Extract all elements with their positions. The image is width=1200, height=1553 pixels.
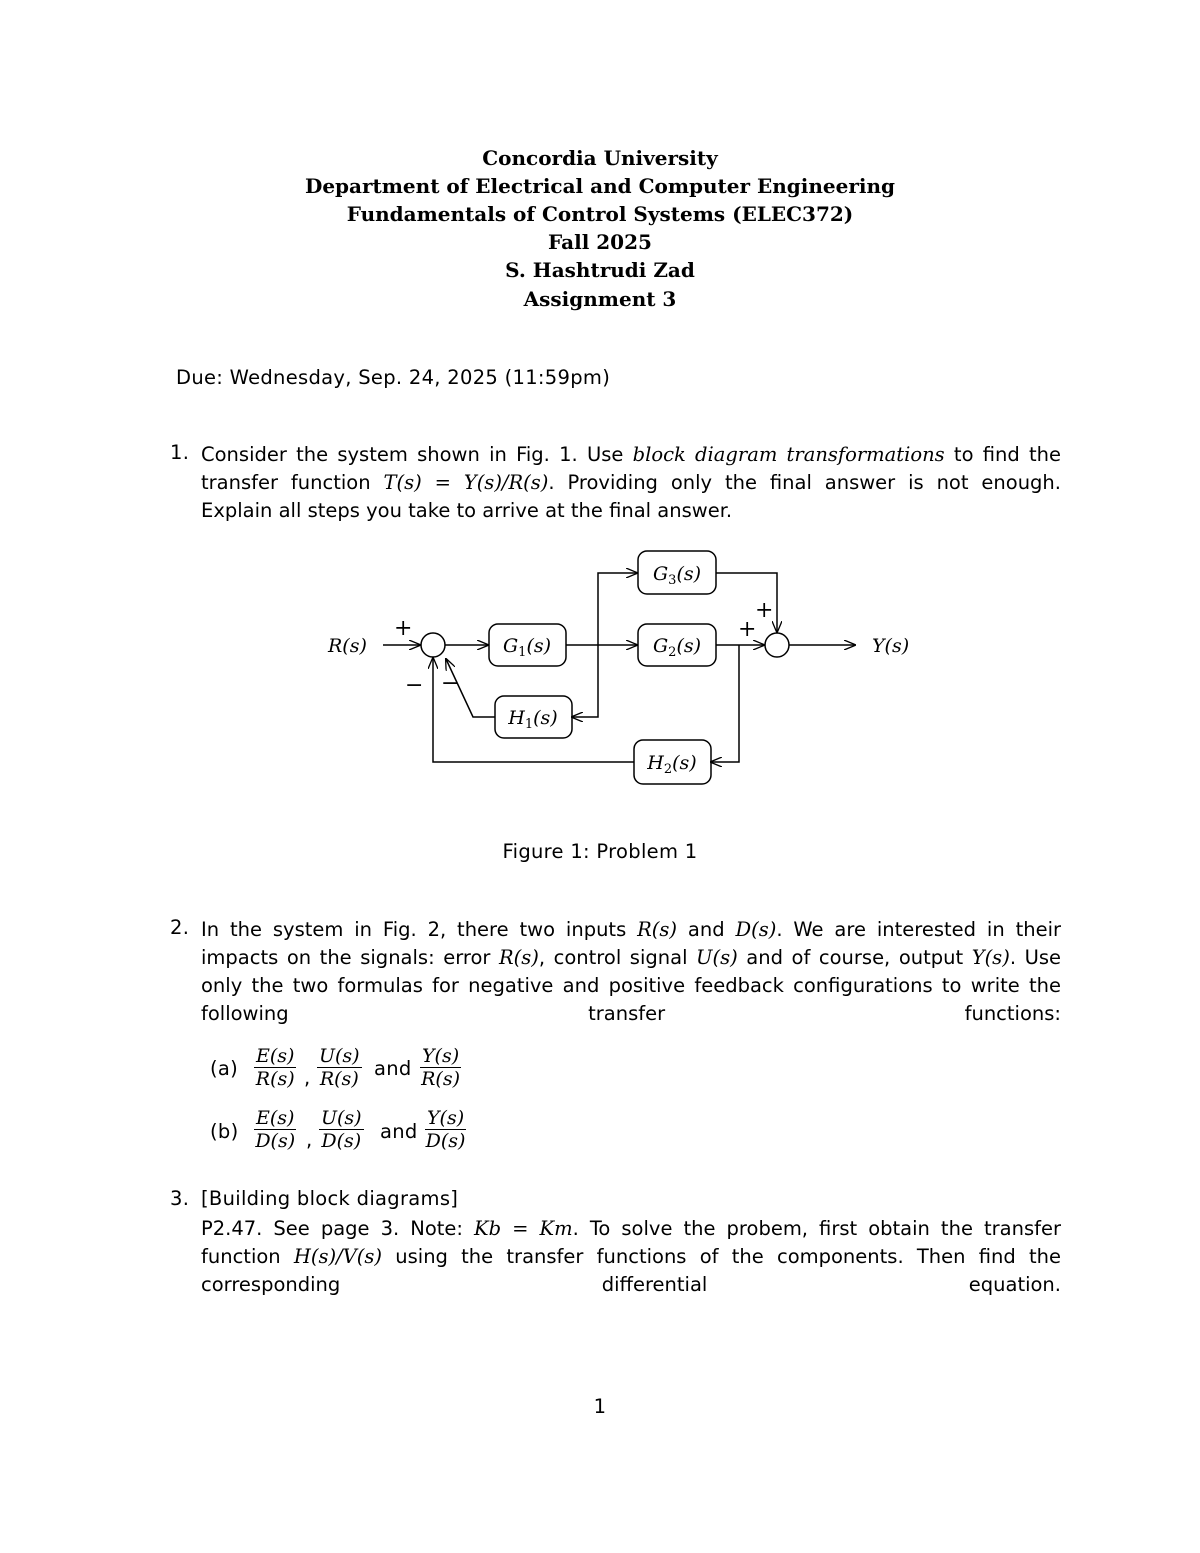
part-a-frac-2: $\frac{U(s)}{R(s)}$ [319, 1045, 360, 1090]
sign-sum1-input: + [394, 616, 413, 641]
problem-1-text-a: Consider the system shown in Fig. 1. Use [201, 443, 633, 466]
problem-3-number: 3. [170, 1187, 190, 1210]
part-a-and: and [374, 1057, 412, 1080]
p2-e: R(s) [498, 946, 539, 969]
p2-d: D(s) [735, 918, 777, 941]
p3-tf: H(s)/V(s) [293, 1245, 383, 1268]
p3-text-c: using the transfer functions of the components. Then find the corresponding differential equation. [201, 1245, 1062, 1296]
part-a-label: (a) [210, 1057, 239, 1080]
figure-1-block-diagram [0, 540, 1200, 800]
part-b-frac-3: $\frac{Y(s)}{D(s)}$ [425, 1107, 466, 1152]
wire-branch-g3 [598, 573, 637, 645]
problem-1-number: 1. [170, 441, 190, 464]
header-instructor: S. Hashtrudi Zad [505, 258, 695, 282]
p2-text-a: In the system in Fig. 2, there two inputs [201, 918, 638, 941]
label-h2: $H_2(s)$ [647, 752, 697, 777]
p2-y: Y(s) [971, 946, 1010, 969]
sign-sum1-h2: − [405, 673, 424, 698]
problem-1-text-d: Explain all steps you take to arrive at the final answer. [201, 499, 733, 522]
due-date: Due: Wednesday, Sep. 24, 2025 (11:59pm) [176, 366, 611, 389]
p2-text-c: . We are interested in their impacts on the signals: error [201, 918, 1062, 969]
p2-text-e: and of course, output [737, 946, 972, 969]
label-g1: $G_1(s)$ [502, 635, 552, 660]
label-g3: $G_3(s)$ [652, 563, 702, 588]
header-course: Fundamentals of Control Systems (ELEC372) [346, 202, 854, 226]
label-output: Y(s) [872, 635, 910, 657]
part-b-frac-2: $\frac{U(s)}{D(s)}$ [321, 1107, 362, 1152]
sign-sum2-top: + [755, 598, 774, 623]
header-term: Fall 2025 [548, 230, 652, 254]
problem-2-number: 2. [170, 916, 190, 939]
p3-text-b: . To solve the probem, first obtain the transfer function [201, 1217, 1061, 1268]
sign-sum1-h1: − [441, 671, 460, 696]
summing-junction-2 [765, 633, 789, 657]
label-g2: $G_2(s)$ [652, 635, 702, 660]
problem-1-text-b: to find the transfer function [201, 443, 1061, 494]
sign-sum2-left: + [738, 617, 757, 642]
problem-1-tf: T(s) = Y(s)/R(s) [383, 471, 549, 494]
problem-1-emphasis: block diagram transformations [632, 443, 945, 466]
wire-branch-h2 [711, 645, 739, 762]
part-b-frac-1: $\frac{E(s)}{D(s)}$ [255, 1107, 296, 1152]
p2-r: R(s) [637, 918, 678, 941]
p3-eq: Kb = Km [474, 1217, 573, 1240]
p2-text-f: . Use only the two formulas for negative and positive feedback configurations to write the following transfer functions: [201, 946, 1061, 1025]
label-input: R(s) [328, 635, 367, 657]
label-h1: $H_1(s)$ [508, 707, 558, 732]
problem-1-text-c: . Providing only the final answer is not enough. [548, 471, 1061, 494]
problem-3-text [201, 1215, 1061, 1299]
page-number: 1 [593, 1395, 607, 1418]
header-university: Concordia University [482, 146, 718, 170]
part-b-comma-1: , [306, 1128, 313, 1151]
problem-1-text [201, 441, 1061, 525]
part-a-comma-1: , [304, 1066, 311, 1089]
part-a-frac-3: $\frac{Y(s)}{R(s)}$ [421, 1045, 460, 1090]
part-a-frac-1: $\frac{E(s)}{R(s)}$ [255, 1045, 295, 1090]
part-b-label: (b) [210, 1120, 239, 1143]
p2-text-d: , control signal [538, 946, 697, 969]
problem-2-text [201, 916, 1061, 1028]
p2-u: U(s) [696, 946, 738, 969]
summing-junction-1 [421, 633, 445, 657]
wire-branch-h1 [572, 645, 598, 717]
header-assignment: Assignment 3 [523, 287, 677, 311]
part-b-and: and [380, 1120, 418, 1143]
p2-text-b: and [677, 918, 736, 941]
figure-1-caption: Figure 1: Problem 1 [502, 840, 698, 863]
problem-3-title: [Building block diagrams] [201, 1187, 459, 1210]
header-department: Department of Electrical and Computer Engineering [304, 174, 895, 198]
p3-text-a: P2.47. See page 3. Note: [201, 1217, 475, 1240]
